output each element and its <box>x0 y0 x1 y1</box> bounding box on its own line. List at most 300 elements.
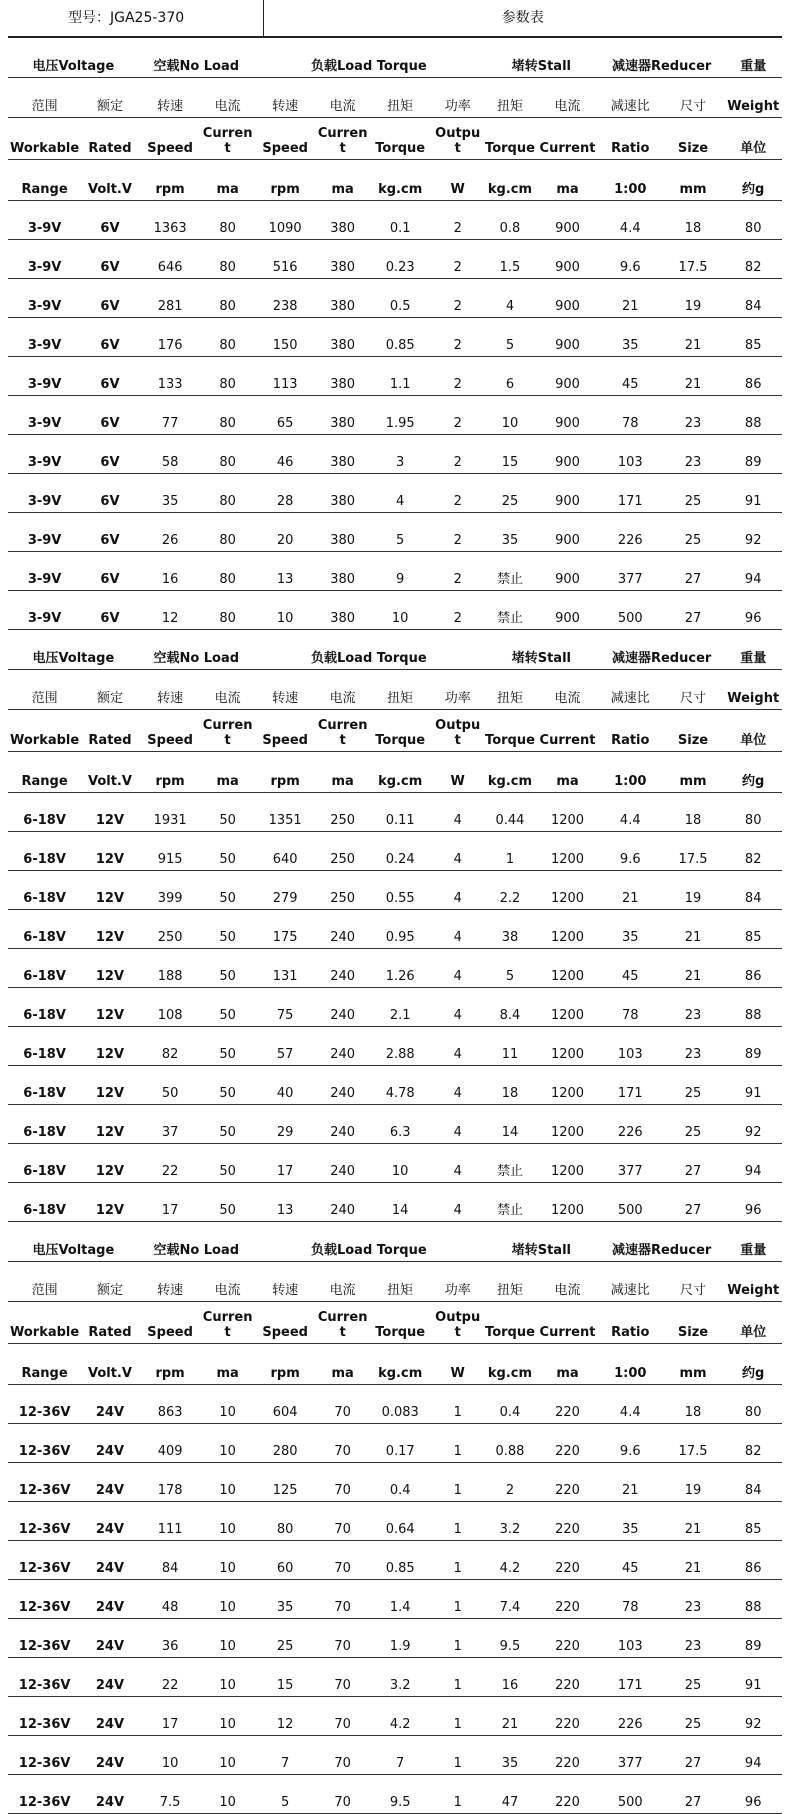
cell-load-torque: 3 <box>369 435 432 474</box>
cell-weight: 89 <box>724 1619 782 1658</box>
table-row <box>8 1541 782 1580</box>
cell-stall-torque: 8.4 <box>484 988 536 1027</box>
cell-stall-torque: 禁止 <box>484 552 536 591</box>
cell-load-torque: 14 <box>369 1183 432 1222</box>
cell-ratio: 35 <box>599 1502 662 1541</box>
table-row <box>8 1424 782 1463</box>
header-en-noload-current: Current <box>201 118 253 160</box>
cell-rated: 24V <box>81 1775 139 1814</box>
cell-load-torque: 7 <box>369 1736 432 1775</box>
header-cn-range: 范围 <box>8 670 81 710</box>
cell-size: 23 <box>662 1580 725 1619</box>
table-row <box>8 513 782 552</box>
cell-noload-current: 80 <box>201 396 253 435</box>
cell-load-torque: 9 <box>369 552 432 591</box>
cell-rated: 24V <box>81 1697 139 1736</box>
cell-ratio: 4.4 <box>599 793 662 832</box>
cell-load-current: 70 <box>317 1385 369 1424</box>
header-en-load-torque: Torque <box>369 118 432 160</box>
cell-noload-current: 10 <box>201 1619 253 1658</box>
cell-ratio: 171 <box>599 474 662 513</box>
cell-noload-speed: 35 <box>139 474 202 513</box>
header-unit-load-speed: rpm <box>254 752 317 793</box>
cell-weight: 88 <box>724 1580 782 1619</box>
cell-load-current: 70 <box>317 1775 369 1814</box>
cell-stall-current: 900 <box>536 201 599 240</box>
header-cn-row <box>8 1262 782 1302</box>
cell-range: 12-36V <box>8 1697 81 1736</box>
cell-range: 6-18V <box>8 1066 81 1105</box>
cell-range: 12-36V <box>8 1424 81 1463</box>
cell-weight: 86 <box>724 357 782 396</box>
cell-output: 4 <box>432 949 484 988</box>
cell-range: 6-18V <box>8 988 81 1027</box>
table-row <box>8 474 782 513</box>
cell-load-current: 250 <box>317 871 369 910</box>
cell-load-current: 380 <box>317 279 369 318</box>
header-unit-size: mm <box>662 1344 725 1385</box>
cell-load-torque: 9.5 <box>369 1775 432 1814</box>
cell-load-speed: 604 <box>254 1385 317 1424</box>
cell-ratio: 9.6 <box>599 832 662 871</box>
cell-rated: 24V <box>81 1736 139 1775</box>
cell-load-torque: 4.2 <box>369 1697 432 1736</box>
cell-ratio: 500 <box>599 1775 662 1814</box>
cell-load-current: 70 <box>317 1463 369 1502</box>
header-unit-ratio: 1:00 <box>599 160 662 201</box>
header-cn-load-speed: 转速 <box>254 1262 317 1302</box>
cell-stall-torque: 21 <box>484 1697 536 1736</box>
table-label: 参数表 <box>263 0 782 37</box>
cell-noload-speed: 178 <box>139 1463 202 1502</box>
header-cn-load-torque: 扭矩 <box>369 1262 432 1302</box>
cell-stall-torque: 禁止 <box>484 591 536 630</box>
header-cn-stall-torque: 扭矩 <box>484 78 536 118</box>
cell-stall-current: 900 <box>536 396 599 435</box>
spec-table-section <box>8 1222 782 1814</box>
header-en-weight: 单位 <box>724 710 782 752</box>
cell-load-speed: 12 <box>254 1697 317 1736</box>
header-unit-row <box>8 160 782 201</box>
cell-load-speed: 15 <box>254 1658 317 1697</box>
cell-load-torque: 4 <box>369 474 432 513</box>
cell-load-torque: 0.95 <box>369 910 432 949</box>
cell-ratio: 103 <box>599 1027 662 1066</box>
cell-noload-speed: 399 <box>139 871 202 910</box>
cell-stall-current: 1200 <box>536 910 599 949</box>
cell-stall-current: 900 <box>536 357 599 396</box>
header-cn-size: 尺寸 <box>662 1262 725 1302</box>
header-unit-rated: Volt.V <box>81 1344 139 1385</box>
cell-noload-speed: 36 <box>139 1619 202 1658</box>
cell-weight: 85 <box>724 318 782 357</box>
cell-output: 1 <box>432 1775 484 1814</box>
cell-stall-torque: 35 <box>484 1736 536 1775</box>
cell-weight: 92 <box>724 513 782 552</box>
table-row <box>8 1658 782 1697</box>
cell-noload-current: 50 <box>201 1144 253 1183</box>
cell-weight: 89 <box>724 1027 782 1066</box>
cell-rated: 6V <box>81 552 139 591</box>
group-reducer-header: 减速器Reducer <box>599 630 725 670</box>
cell-output: 4 <box>432 1066 484 1105</box>
parameter-sheet <box>8 0 782 1814</box>
cell-rated: 6V <box>81 240 139 279</box>
header-en-row <box>8 1302 782 1344</box>
header-en-size: Size <box>662 710 725 752</box>
cell-ratio: 171 <box>599 1066 662 1105</box>
header-unit-range: Range <box>8 1344 81 1385</box>
cell-noload-speed: 176 <box>139 318 202 357</box>
table-row <box>8 201 782 240</box>
cell-load-current: 70 <box>317 1541 369 1580</box>
cell-noload-current: 50 <box>201 832 253 871</box>
cell-load-torque: 2.88 <box>369 1027 432 1066</box>
group-stall-header: 堵转Stall <box>484 38 599 78</box>
cell-size: 25 <box>662 1066 725 1105</box>
table-row <box>8 1619 782 1658</box>
cell-range: 12-36V <box>8 1463 81 1502</box>
cell-load-torque: 6.3 <box>369 1105 432 1144</box>
cell-ratio: 4.4 <box>599 201 662 240</box>
cell-output: 4 <box>432 871 484 910</box>
cell-size: 21 <box>662 318 725 357</box>
cell-size: 17.5 <box>662 240 725 279</box>
header-en-load-current: Current <box>317 118 369 160</box>
cell-stall-torque: 4 <box>484 279 536 318</box>
header-cn-ratio: 减速比 <box>599 78 662 118</box>
cell-output: 2 <box>432 318 484 357</box>
header-en-stall-current: Current <box>536 710 599 752</box>
cell-noload-speed: 12 <box>139 591 202 630</box>
cell-noload-current: 80 <box>201 201 253 240</box>
header-en-weight: 单位 <box>724 1302 782 1344</box>
table-row <box>8 1502 782 1541</box>
cell-load-torque: 0.23 <box>369 240 432 279</box>
cell-load-speed: 75 <box>254 988 317 1027</box>
cell-load-torque: 1.26 <box>369 949 432 988</box>
cell-noload-speed: 281 <box>139 279 202 318</box>
cell-range: 3-9V <box>8 474 81 513</box>
cell-load-current: 240 <box>317 1183 369 1222</box>
group-weight-header: 重量 <box>724 1222 782 1262</box>
cell-noload-speed: 915 <box>139 832 202 871</box>
header-unit-noload-speed: rpm <box>139 160 202 201</box>
header-unit-range: Range <box>8 752 81 793</box>
table-row <box>8 1697 782 1736</box>
table-row <box>8 1105 782 1144</box>
cell-stall-torque: 25 <box>484 474 536 513</box>
header-cn-rated: 额定 <box>81 670 139 710</box>
header-group-row <box>8 38 782 78</box>
spec-table-section <box>8 630 782 1222</box>
cell-load-speed: 65 <box>254 396 317 435</box>
table-row <box>8 396 782 435</box>
cell-noload-current: 10 <box>201 1697 253 1736</box>
cell-weight: 82 <box>724 832 782 871</box>
cell-noload-current: 50 <box>201 988 253 1027</box>
cell-ratio: 500 <box>599 591 662 630</box>
header-unit-range: Range <box>8 160 81 201</box>
cell-output: 4 <box>432 1183 484 1222</box>
cell-range: 12-36V <box>8 1658 81 1697</box>
cell-output: 2 <box>432 240 484 279</box>
header-en-ratio: Ratio <box>599 118 662 160</box>
cell-stall-torque: 14 <box>484 1105 536 1144</box>
cell-load-speed: 1090 <box>254 201 317 240</box>
cell-rated: 24V <box>81 1580 139 1619</box>
cell-range: 12-36V <box>8 1541 81 1580</box>
cell-load-torque: 0.55 <box>369 871 432 910</box>
cell-stall-torque: 0.88 <box>484 1424 536 1463</box>
spec-table-section <box>8 38 782 630</box>
cell-load-current: 240 <box>317 1144 369 1183</box>
header-unit-weight: 约g <box>724 1344 782 1385</box>
header-cn-load-speed: 转速 <box>254 670 317 710</box>
header-cn-load-torque: 扭矩 <box>369 670 432 710</box>
cell-output: 2 <box>432 435 484 474</box>
cell-stall-current: 900 <box>536 279 599 318</box>
cell-range: 12-36V <box>8 1619 81 1658</box>
cell-load-torque: 1.95 <box>369 396 432 435</box>
cell-load-speed: 17 <box>254 1144 317 1183</box>
cell-output: 4 <box>432 793 484 832</box>
cell-load-torque: 0.11 <box>369 793 432 832</box>
cell-output: 2 <box>432 396 484 435</box>
cell-range: 12-36V <box>8 1385 81 1424</box>
header-cn-ratio: 减速比 <box>599 670 662 710</box>
cell-stall-torque: 35 <box>484 513 536 552</box>
cell-output: 4 <box>432 988 484 1027</box>
group-no-load-header: 空载No Load <box>139 38 254 78</box>
cell-size: 17.5 <box>662 832 725 871</box>
cell-rated: 12V <box>81 1066 139 1105</box>
cell-noload-current: 80 <box>201 318 253 357</box>
cell-stall-current: 220 <box>536 1385 599 1424</box>
header-unit-rated: Volt.V <box>81 752 139 793</box>
cell-load-torque: 0.083 <box>369 1385 432 1424</box>
header-en-size: Size <box>662 1302 725 1344</box>
cell-range: 3-9V <box>8 279 81 318</box>
header-en-load-torque: Torque <box>369 710 432 752</box>
cell-load-torque: 0.1 <box>369 201 432 240</box>
header-unit-noload-current: ma <box>201 1344 253 1385</box>
cell-ratio: 21 <box>599 279 662 318</box>
cell-stall-torque: 11 <box>484 1027 536 1066</box>
header-unit-load-torque: kg.cm <box>369 160 432 201</box>
cell-stall-current: 1200 <box>536 832 599 871</box>
header-en-range: Workable <box>8 1302 81 1344</box>
cell-rated: 12V <box>81 910 139 949</box>
cell-stall-torque: 0.44 <box>484 793 536 832</box>
header-unit-load-torque: kg.cm <box>369 752 432 793</box>
cell-stall-current: 220 <box>536 1580 599 1619</box>
header-cn-noload-speed: 转速 <box>139 1262 202 1302</box>
header-cn-load-speed: 转速 <box>254 78 317 118</box>
table-row <box>8 1183 782 1222</box>
cell-noload-current: 50 <box>201 910 253 949</box>
cell-load-current: 240 <box>317 988 369 1027</box>
model-label: 型号：JGA25-370 <box>8 0 263 37</box>
header-unit-noload-speed: rpm <box>139 1344 202 1385</box>
header-cn-stall-current: 电流 <box>536 670 599 710</box>
group-stall-header: 堵转Stall <box>484 630 599 670</box>
cell-rated: 24V <box>81 1424 139 1463</box>
cell-load-current: 70 <box>317 1619 369 1658</box>
cell-size: 27 <box>662 1183 725 1222</box>
cell-stall-current: 1200 <box>536 793 599 832</box>
cell-stall-current: 220 <box>536 1736 599 1775</box>
cell-noload-current: 50 <box>201 949 253 988</box>
cell-weight: 94 <box>724 552 782 591</box>
cell-ratio: 377 <box>599 1144 662 1183</box>
cell-weight: 91 <box>724 1066 782 1105</box>
cell-output: 4 <box>432 1144 484 1183</box>
cell-noload-speed: 48 <box>139 1580 202 1619</box>
cell-weight: 88 <box>724 988 782 1027</box>
cell-range: 3-9V <box>8 552 81 591</box>
cell-load-torque: 10 <box>369 591 432 630</box>
cell-noload-speed: 77 <box>139 396 202 435</box>
header-cn-stall-current: 电流 <box>536 78 599 118</box>
header-cn-row <box>8 670 782 710</box>
header-en-noload-current: Current <box>201 1302 253 1344</box>
cell-noload-speed: 1931 <box>139 793 202 832</box>
cell-ratio: 78 <box>599 1580 662 1619</box>
cell-load-speed: 125 <box>254 1463 317 1502</box>
cell-stall-torque: 3.2 <box>484 1502 536 1541</box>
cell-noload-current: 80 <box>201 279 253 318</box>
cell-range: 12-36V <box>8 1775 81 1814</box>
cell-load-speed: 1351 <box>254 793 317 832</box>
header-cn-rated: 额定 <box>81 78 139 118</box>
cell-stall-current: 1200 <box>536 1144 599 1183</box>
table-row <box>8 279 782 318</box>
header-cn-size: 尺寸 <box>662 78 725 118</box>
header-cn-weight: Weight <box>724 670 782 710</box>
cell-noload-current: 10 <box>201 1502 253 1541</box>
cell-load-current: 70 <box>317 1736 369 1775</box>
cell-range: 3-9V <box>8 435 81 474</box>
cell-load-speed: 29 <box>254 1105 317 1144</box>
cell-rated: 24V <box>81 1502 139 1541</box>
cell-ratio: 171 <box>599 1658 662 1697</box>
cell-range: 3-9V <box>8 396 81 435</box>
cell-load-torque: 0.85 <box>369 318 432 357</box>
header-unit-rated: Volt.V <box>81 160 139 201</box>
cell-weight: 94 <box>724 1144 782 1183</box>
cell-noload-current: 50 <box>201 1183 253 1222</box>
cell-noload-current: 80 <box>201 240 253 279</box>
cell-stall-current: 220 <box>536 1697 599 1736</box>
cell-load-current: 380 <box>317 318 369 357</box>
cell-load-current: 70 <box>317 1580 369 1619</box>
cell-noload-speed: 250 <box>139 910 202 949</box>
cell-load-torque: 0.24 <box>369 832 432 871</box>
header-en-range: Workable <box>8 710 81 752</box>
cell-weight: 82 <box>724 1424 782 1463</box>
header-en-load-speed: Speed <box>254 1302 317 1344</box>
cell-noload-speed: 108 <box>139 988 202 1027</box>
cell-load-speed: 80 <box>254 1502 317 1541</box>
table-row <box>8 318 782 357</box>
cell-range: 6-18V <box>8 832 81 871</box>
table-row <box>8 871 782 910</box>
cell-load-torque: 1.9 <box>369 1619 432 1658</box>
cell-weight: 92 <box>724 1105 782 1144</box>
header-unit-output: W <box>432 160 484 201</box>
header-unit-size: mm <box>662 752 725 793</box>
header-unit-row <box>8 1344 782 1385</box>
header-cn-load-current: 电流 <box>317 670 369 710</box>
cell-output: 2 <box>432 513 484 552</box>
header-en-noload-speed: Speed <box>139 710 202 752</box>
cell-output: 2 <box>432 591 484 630</box>
cell-range: 6-18V <box>8 1183 81 1222</box>
cell-stall-current: 900 <box>536 240 599 279</box>
header-cn-weight: Weight <box>724 78 782 118</box>
cell-output: 1 <box>432 1619 484 1658</box>
header-en-row <box>8 118 782 160</box>
cell-stall-torque: 10 <box>484 396 536 435</box>
cell-size: 21 <box>662 949 725 988</box>
cell-load-speed: 25 <box>254 1619 317 1658</box>
cell-output: 1 <box>432 1580 484 1619</box>
cell-rated: 24V <box>81 1658 139 1697</box>
cell-range: 12-36V <box>8 1502 81 1541</box>
cell-noload-current: 10 <box>201 1658 253 1697</box>
cell-noload-current: 50 <box>201 1066 253 1105</box>
header-en-noload-speed: Speed <box>139 118 202 160</box>
group-weight-header: 重量 <box>724 38 782 78</box>
cell-noload-speed: 84 <box>139 1541 202 1580</box>
table-row <box>8 1066 782 1105</box>
cell-noload-speed: 111 <box>139 1502 202 1541</box>
cell-ratio: 21 <box>599 871 662 910</box>
cell-stall-torque: 47 <box>484 1775 536 1814</box>
cell-stall-current: 900 <box>536 318 599 357</box>
header-cn-noload-current: 电流 <box>201 78 253 118</box>
cell-load-speed: 131 <box>254 949 317 988</box>
cell-stall-torque: 16 <box>484 1658 536 1697</box>
header-en-stall-current: Current <box>536 1302 599 1344</box>
cell-size: 25 <box>662 1105 725 1144</box>
cell-load-speed: 13 <box>254 1183 317 1222</box>
cell-load-speed: 113 <box>254 357 317 396</box>
cell-rated: 24V <box>81 1541 139 1580</box>
header-cn-stall-torque: 扭矩 <box>484 1262 536 1302</box>
header-en-ratio: Ratio <box>599 710 662 752</box>
header-unit-load-current: ma <box>317 1344 369 1385</box>
cell-range: 3-9V <box>8 318 81 357</box>
header-cn-range: 范围 <box>8 78 81 118</box>
cell-output: 4 <box>432 832 484 871</box>
cell-load-torque: 1.4 <box>369 1580 432 1619</box>
cell-weight: 80 <box>724 201 782 240</box>
cell-noload-speed: 22 <box>139 1658 202 1697</box>
header-en-stall-torque: Torque <box>484 1302 536 1344</box>
cell-weight: 96 <box>724 1775 782 1814</box>
cell-load-current: 240 <box>317 910 369 949</box>
cell-output: 1 <box>432 1736 484 1775</box>
cell-weight: 91 <box>724 1658 782 1697</box>
cell-weight: 94 <box>724 1736 782 1775</box>
cell-load-torque: 4.78 <box>369 1066 432 1105</box>
cell-size: 25 <box>662 474 725 513</box>
cell-noload-speed: 37 <box>139 1105 202 1144</box>
cell-ratio: 103 <box>599 435 662 474</box>
header-en-size: Size <box>662 118 725 160</box>
